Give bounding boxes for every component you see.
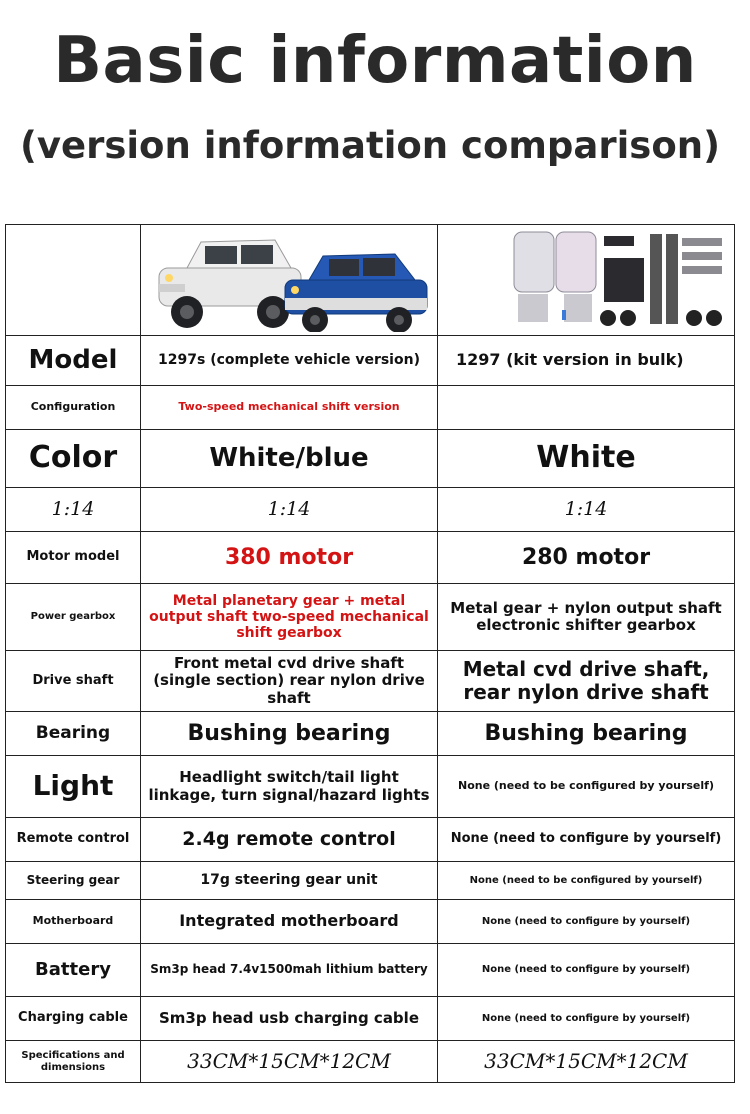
table-row-configuration xyxy=(6,386,735,430)
row-label-motherboard: Motherboard xyxy=(6,900,141,944)
row-label-model: Model xyxy=(6,336,141,386)
color-complete-value: White/blue xyxy=(141,430,438,488)
table-row-drive-shaft xyxy=(6,651,735,712)
row-label-charging: Charging cable xyxy=(6,997,141,1041)
table-row-charging xyxy=(6,997,735,1041)
empty-header-cell xyxy=(6,225,141,336)
bearing-complete-value: Bushing bearing xyxy=(141,712,438,756)
rc-cars-icon xyxy=(147,228,437,332)
table-row-light xyxy=(6,756,735,818)
light-kit-value: None (need to be configured by yourself) xyxy=(438,756,735,818)
charging-kit-value: None (need to configure by yourself) xyxy=(438,997,735,1041)
kit-version-image xyxy=(438,225,735,336)
table-row-scale xyxy=(6,488,735,532)
row-label-battery: Battery xyxy=(6,944,141,997)
battery-complete-value: Sm3p head 7.4v1500mah lithium battery xyxy=(141,944,438,997)
row-label-color: Color xyxy=(6,430,141,488)
motor-complete-value: 380 motor xyxy=(141,532,438,584)
model-complete-value: 1297s (complete vehicle version) xyxy=(141,336,438,386)
comparison-table xyxy=(5,224,735,1083)
motor-kit-value: 280 motor xyxy=(438,532,735,584)
complete-vehicle-image xyxy=(141,225,438,336)
row-label-remote: Remote control xyxy=(6,818,141,862)
row-label-motor: Motor model xyxy=(6,532,141,584)
table-row-steering xyxy=(6,862,735,900)
row-label-specs: Specifications and dimensions xyxy=(6,1041,141,1083)
configuration-complete-value: Two-speed mechanical shift version xyxy=(141,386,438,430)
gearbox-complete-value: Metal planetary gear + metal output shaft two-speed mechanical shift gearbox xyxy=(141,584,438,651)
row-label-scale: 1:14 xyxy=(6,488,141,532)
drive-shaft-complete-value: Front metal cvd drive shaft (single section) rear nylon drive shaft xyxy=(141,651,438,712)
table-row-color xyxy=(6,430,735,488)
row-label-light: Light xyxy=(6,756,141,818)
bearing-kit-value: Bushing bearing xyxy=(438,712,735,756)
steering-complete-value: 17g steering gear unit xyxy=(141,862,438,900)
row-label-configuration: Configuration xyxy=(6,386,141,430)
drive-shaft-kit-value: Metal cvd drive shaft, rear nylon drive shaft xyxy=(438,651,735,712)
row-label-gearbox: Power gearbox xyxy=(6,584,141,651)
page-title: Basic information xyxy=(53,24,697,98)
table-row-remote xyxy=(6,818,735,862)
table-row-model xyxy=(6,336,735,386)
table-row-images xyxy=(6,225,735,336)
table-row-motor xyxy=(6,532,735,584)
table-row-bearing xyxy=(6,712,735,756)
row-label-bearing: Bearing xyxy=(6,712,141,756)
page-subtitle: (version information comparison) xyxy=(19,124,721,167)
table-row-gearbox xyxy=(6,584,735,651)
model-kit-value: 1297 (kit version in bulk) xyxy=(438,336,735,386)
specs-kit-value: 33CM*15CM*12CM xyxy=(438,1041,735,1083)
configuration-kit-value xyxy=(438,386,735,430)
gearbox-kit-value: Metal gear + nylon output shaft electronic shifter gearbox xyxy=(438,584,735,651)
charging-complete-value: Sm3p head usb charging cable xyxy=(141,997,438,1041)
row-label-drive-shaft: Drive shaft xyxy=(6,651,141,712)
specs-complete-value: 33CM*15CM*12CM xyxy=(141,1041,438,1083)
table-row-motherboard xyxy=(6,900,735,944)
scale-complete-value: 1:14 xyxy=(141,488,438,532)
motherboard-kit-value: None (need to configure by yourself) xyxy=(438,900,735,944)
steering-kit-value: None (need to be configured by yourself) xyxy=(438,862,735,900)
kit-parts-icon xyxy=(444,228,734,332)
battery-kit-value: None (need to configure by yourself) xyxy=(438,944,735,997)
remote-kit-value: None (need to configure by yourself) xyxy=(438,818,735,862)
light-complete-value: Headlight switch/tail light linkage, turn signal/hazard lights xyxy=(141,756,438,818)
row-label-steering: Steering gear xyxy=(6,862,141,900)
table-row-specs xyxy=(6,1041,735,1083)
scale-kit-value: 1:14 xyxy=(438,488,735,532)
remote-complete-value: 2.4g remote control xyxy=(141,818,438,862)
motherboard-complete-value: Integrated motherboard xyxy=(141,900,438,944)
color-kit-value: White xyxy=(438,430,735,488)
table-row-battery xyxy=(6,944,735,997)
